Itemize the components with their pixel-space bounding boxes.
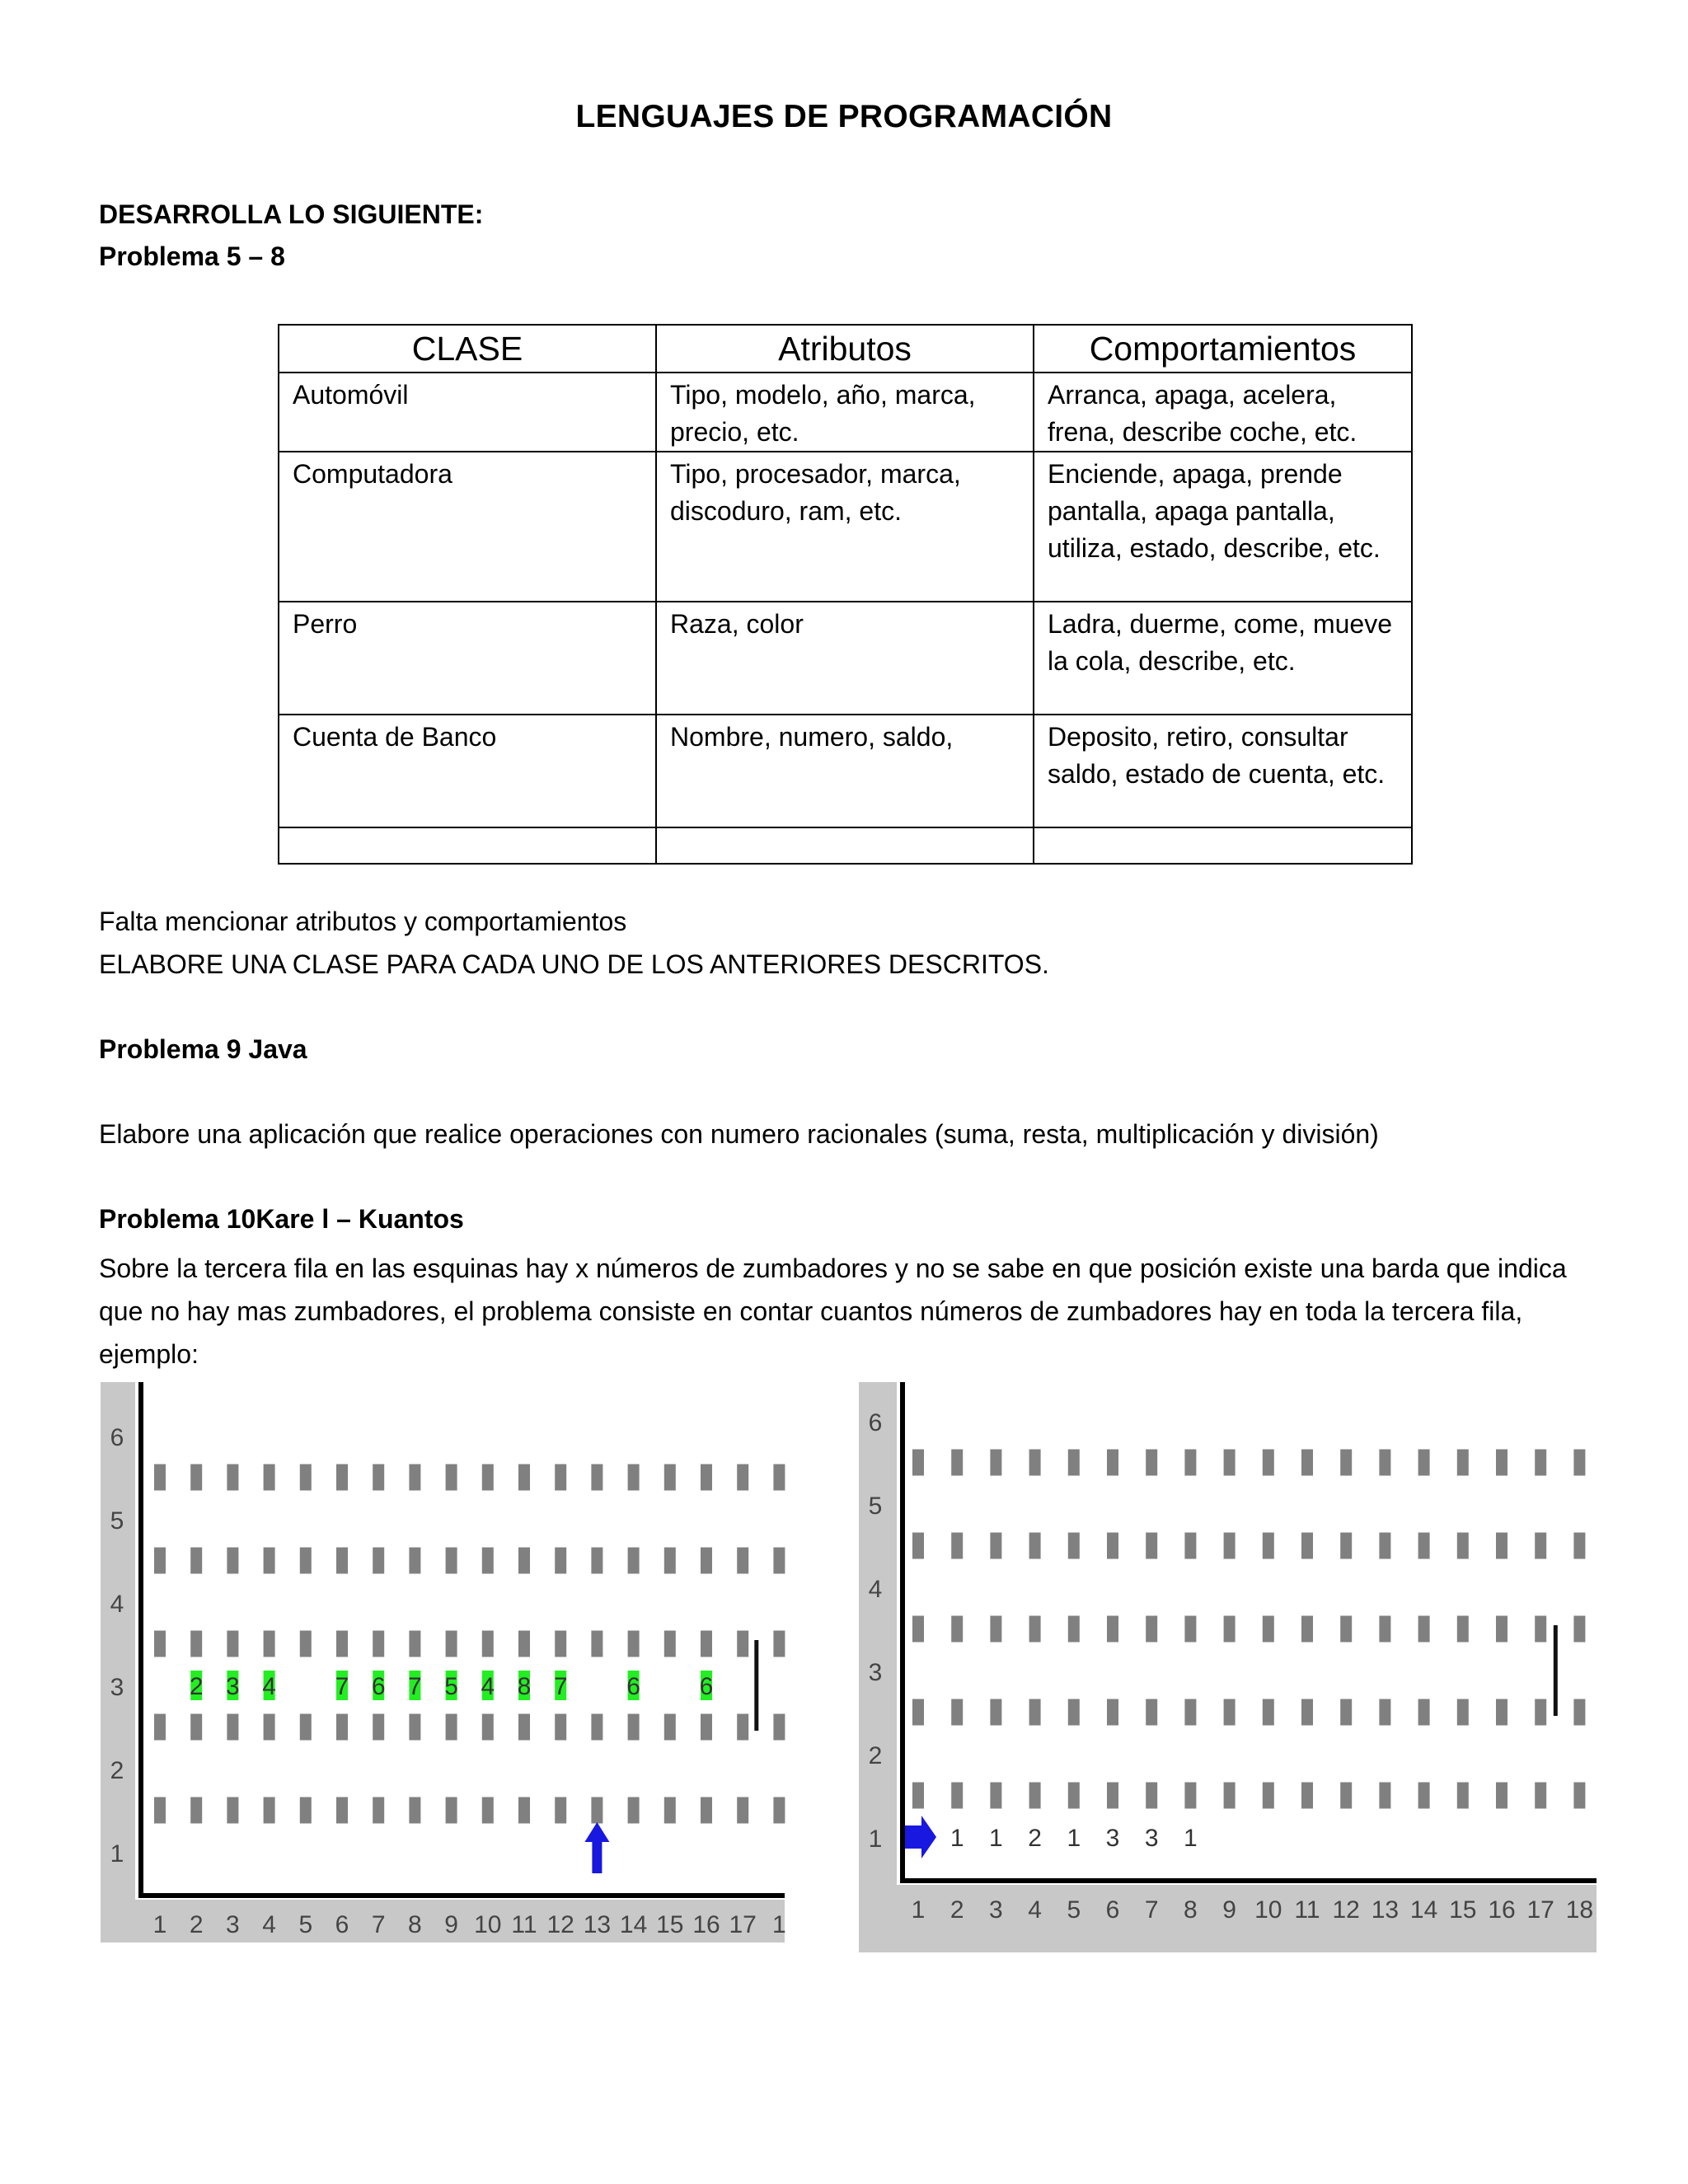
table-row: [279, 827, 1412, 864]
street-segment: [336, 1548, 348, 1574]
beeper-count: 1: [950, 1825, 964, 1852]
y-axis-line: [900, 1382, 905, 1883]
street-segment: [1263, 1533, 1274, 1559]
street-segment: [518, 1465, 530, 1491]
street-segment: [409, 1797, 420, 1824]
karel-world-example-after: [859, 1382, 1597, 1952]
street-segment: [951, 1533, 963, 1559]
wall-barrier: [754, 1640, 758, 1731]
column-header: Comportamientos: [1034, 325, 1412, 373]
section-heading: DESARROLLA LO SIGUIENTE:: [99, 199, 484, 229]
street-segment: [1068, 1699, 1080, 1726]
street-segment: [912, 1616, 924, 1643]
street-segment: [1457, 1450, 1469, 1476]
x-tick-label: 15: [656, 1911, 684, 1938]
beeper-count: 6: [626, 1673, 640, 1700]
street-segment: [1573, 1783, 1585, 1809]
x-tick-label: 6: [335, 1911, 349, 1938]
beeper-count: 4: [262, 1673, 276, 1700]
table-row: [279, 373, 1412, 452]
page-title: LENGUAJES DE PROGRAMACIÓN: [575, 99, 1113, 134]
street-segment: [482, 1797, 494, 1824]
street-segment: [154, 1631, 166, 1657]
y-tick-label: 4: [110, 1591, 124, 1618]
street-segment: [1184, 1450, 1196, 1476]
street-segment: [773, 1797, 785, 1824]
street-segment: [1573, 1533, 1585, 1559]
street-segment: [154, 1548, 166, 1574]
street-segment: [1107, 1783, 1118, 1809]
street-segment: [628, 1714, 640, 1741]
x-tick-label: 2: [189, 1911, 204, 1938]
street-segment: [264, 1465, 275, 1491]
street-segment: [1301, 1533, 1313, 1559]
street-segment: [1184, 1783, 1196, 1809]
street-segment: [1418, 1450, 1430, 1476]
street-segment: [409, 1465, 420, 1491]
street-segment: [518, 1714, 530, 1741]
street-segment: [555, 1714, 566, 1741]
street-segment: [1418, 1783, 1430, 1809]
x-tick-label: 10: [1254, 1896, 1282, 1924]
street-segment: [555, 1465, 566, 1491]
beeper-count: 2: [1028, 1825, 1042, 1852]
street-segment: [912, 1699, 924, 1726]
street-segment: [1068, 1533, 1080, 1559]
street-segment: [518, 1548, 530, 1574]
x-tick-label: 11: [511, 1911, 537, 1938]
x-tick-label: 17: [729, 1911, 757, 1938]
street-segment: [373, 1797, 384, 1824]
street-segment: [1457, 1533, 1469, 1559]
street-segment: [300, 1797, 312, 1824]
street-segment: [264, 1548, 275, 1574]
street-segment: [518, 1797, 530, 1824]
table-cell: Tipo, modelo, año, marca, precio, etc.: [656, 373, 1034, 452]
street-segment: [336, 1631, 348, 1657]
street-segment: [336, 1797, 348, 1824]
beeper-count: 1: [1184, 1825, 1198, 1852]
street-segment: [518, 1631, 530, 1657]
street-segment: [1418, 1616, 1430, 1643]
street-segment: [737, 1548, 748, 1574]
column-header: CLASE: [279, 325, 656, 373]
x-tick-label: 9: [444, 1911, 458, 1938]
street-segment: [1263, 1783, 1274, 1809]
street-segment: [1301, 1616, 1313, 1643]
table-row: [279, 452, 1412, 602]
x-tick-label: 3: [989, 1896, 1003, 1924]
beeper-count: 7: [335, 1673, 349, 1700]
street-segment: [1496, 1450, 1507, 1476]
street-segment: [264, 1631, 275, 1657]
beeper-count: 5: [444, 1673, 458, 1700]
beeper-count: 8: [517, 1673, 532, 1700]
x-tick-label: 13: [583, 1911, 612, 1938]
y-tick-label: 6: [110, 1424, 124, 1451]
beeper-count: 3: [1144, 1825, 1159, 1852]
street-segment: [1263, 1450, 1274, 1476]
x-tick-label: 5: [1067, 1896, 1081, 1924]
street-segment: [373, 1548, 384, 1574]
street-segment: [555, 1548, 566, 1574]
street-segment: [1496, 1533, 1507, 1559]
beeper-count: 3: [226, 1673, 240, 1700]
y-tick-label: 3: [110, 1674, 124, 1701]
table-row: [279, 715, 1412, 827]
class-table: [278, 324, 1413, 865]
street-segment: [591, 1631, 603, 1657]
x-tick-label: 4: [1028, 1896, 1042, 1924]
street-segment: [190, 1714, 202, 1741]
street-segment: [701, 1465, 712, 1491]
street-segment: [300, 1714, 312, 1741]
street-segment: [990, 1616, 1001, 1643]
beeper-count: 7: [408, 1673, 422, 1700]
table-cell: Deposito, retiro, consultar saldo, estado de cuenta, etc.: [1034, 715, 1412, 827]
street-segment: [1379, 1783, 1390, 1809]
street-segment: [409, 1631, 420, 1657]
street-segment: [1263, 1616, 1274, 1643]
y-tick-label: 5: [868, 1493, 883, 1520]
street-segment: [773, 1548, 785, 1574]
street-segment: [990, 1699, 1001, 1726]
street-segment: [912, 1450, 924, 1476]
table-cell: Nombre, numero, saldo,: [656, 715, 1034, 827]
beeper-count: 3: [1105, 1825, 1120, 1852]
street-segment: [482, 1714, 494, 1741]
street-segment: [1068, 1450, 1080, 1476]
street-segment: [664, 1465, 676, 1491]
karel-grid: [859, 1382, 1597, 1952]
street-segment: [336, 1714, 348, 1741]
street-segment: [446, 1631, 457, 1657]
table-cell: Tipo, procesador, marca, discoduro, ram, etc.: [656, 452, 1034, 602]
street-segment: [1573, 1450, 1585, 1476]
street-segment: [227, 1797, 238, 1824]
street-segment: [1029, 1783, 1041, 1809]
street-segment: [482, 1465, 494, 1491]
street-segment: [951, 1616, 963, 1643]
street-segment: [591, 1465, 603, 1491]
street-segment: [1496, 1616, 1507, 1643]
street-segment: [1224, 1699, 1236, 1726]
street-segment: [701, 1797, 712, 1824]
street-segment: [190, 1465, 202, 1491]
street-segment: [591, 1714, 603, 1741]
note-elaborate-class: ELABORE UNA CLASE PARA CADA UNO DE LOS ANTERIORES DESCRITOS.: [99, 949, 1049, 979]
x-tick-label: 8: [1184, 1896, 1198, 1924]
street-segment: [701, 1631, 712, 1657]
street-segment: [1107, 1616, 1118, 1643]
table-cell: [656, 827, 1034, 864]
table-cell: Cuenta de Banco: [279, 715, 656, 827]
beeper-count: 2: [189, 1673, 204, 1700]
street-segment: [1340, 1450, 1352, 1476]
street-segment: [1301, 1783, 1313, 1809]
street-segment: [227, 1631, 238, 1657]
street-segment: [154, 1797, 166, 1824]
street-segment: [628, 1548, 640, 1574]
street-segment: [1224, 1616, 1236, 1643]
street-segment: [1224, 1450, 1236, 1476]
beeper-count: 6: [371, 1673, 386, 1700]
x-tick-label: 14: [619, 1911, 648, 1938]
x-tick-label: 12: [546, 1911, 574, 1938]
street-segment: [1224, 1783, 1236, 1809]
x-tick-label: 13: [1371, 1896, 1400, 1924]
street-segment: [1029, 1533, 1041, 1559]
table-cell: Perro: [279, 602, 656, 715]
street-segment: [154, 1465, 166, 1491]
street-segment: [664, 1548, 676, 1574]
street-segment: [190, 1797, 202, 1824]
street-segment: [1068, 1616, 1080, 1643]
street-segment: [664, 1714, 676, 1741]
x-tick-label: 9: [1222, 1896, 1236, 1924]
street-segment: [773, 1631, 785, 1657]
street-segment: [409, 1548, 420, 1574]
beeper-count: 1: [989, 1825, 1003, 1852]
street-segment: [990, 1783, 1001, 1809]
street-segment: [1068, 1783, 1080, 1809]
street-segment: [154, 1714, 166, 1741]
x-tick-label: 1: [772, 1911, 786, 1938]
beeper-count: 4: [481, 1673, 495, 1700]
problem-10-heading: Problema 10Kare l – Kuantos: [99, 1204, 464, 1234]
street-segment: [1301, 1699, 1313, 1726]
street-segment: [1224, 1533, 1236, 1559]
street-segment: [446, 1797, 457, 1824]
street-segment: [300, 1631, 312, 1657]
table-row: [279, 602, 1412, 715]
street-segment: [1535, 1699, 1546, 1726]
x-tick-label: 2: [950, 1896, 964, 1924]
street-segment: [912, 1783, 924, 1809]
x-tick-label: 16: [692, 1911, 720, 1938]
street-segment: [555, 1631, 566, 1657]
street-segment: [1146, 1783, 1157, 1809]
street-segment: [1496, 1699, 1507, 1726]
street-segment: [1184, 1699, 1196, 1726]
table-cell: Automóvil: [279, 373, 656, 452]
street-segment: [1029, 1616, 1041, 1643]
street-segment: [1379, 1616, 1390, 1643]
table-cell: Enciende, apaga, prende pantalla, apaga pantalla, utiliza, estado, describe, etc.: [1034, 452, 1412, 602]
street-segment: [664, 1797, 676, 1824]
beeper-count: 7: [553, 1673, 568, 1700]
x-tick-label: 3: [226, 1911, 240, 1938]
street-segment: [1379, 1533, 1390, 1559]
street-segment: [1573, 1616, 1585, 1643]
street-segment: [1146, 1699, 1157, 1726]
street-segment: [1418, 1699, 1430, 1726]
street-segment: [773, 1465, 785, 1491]
street-segment: [190, 1631, 202, 1657]
street-segment: [1184, 1533, 1196, 1559]
x-tick-label: 5: [298, 1911, 313, 1938]
x-axis-line: [900, 1878, 1597, 1883]
x-tick-label: 17: [1526, 1896, 1554, 1924]
street-segment: [1496, 1783, 1507, 1809]
note-missing-attributes: Falta mencionar atributos y comportamientos: [99, 907, 627, 936]
street-segment: [737, 1797, 748, 1824]
street-segment: [1107, 1699, 1118, 1726]
y-tick-label: 1: [868, 1825, 883, 1853]
problem-5-8-heading: Problema 5 – 8: [99, 241, 285, 271]
x-tick-label: 1: [911, 1896, 926, 1924]
street-segment: [190, 1548, 202, 1574]
y-tick-label: 4: [868, 1576, 883, 1603]
street-segment: [1535, 1616, 1546, 1643]
x-tick-label: 7: [1144, 1896, 1159, 1924]
x-tick-label: 8: [408, 1911, 422, 1938]
street-segment: [373, 1465, 384, 1491]
karel-world-example-before: [101, 1382, 785, 1943]
y-axis-line: [138, 1382, 143, 1898]
street-segment: [264, 1714, 275, 1741]
y-tick-label: 1: [110, 1840, 124, 1868]
table-header-row: [279, 325, 1412, 373]
street-segment: [1029, 1450, 1041, 1476]
x-tick-label: 12: [1332, 1896, 1360, 1924]
beeper-count: 6: [699, 1673, 714, 1700]
street-segment: [1418, 1533, 1430, 1559]
table-cell: Ladra, duerme, come, mueve la cola, describe, etc.: [1034, 602, 1412, 715]
problem-9-heading: Problema 9 Java: [99, 1034, 307, 1064]
street-segment: [1107, 1450, 1118, 1476]
street-segment: [1340, 1616, 1352, 1643]
y-tick-label: 3: [868, 1659, 883, 1686]
table-cell: Raza, color: [656, 602, 1034, 715]
wall-barrier: [1554, 1625, 1558, 1716]
street-segment: [1379, 1450, 1390, 1476]
street-segment: [300, 1465, 312, 1491]
street-segment: [1457, 1783, 1469, 1809]
street-segment: [1457, 1699, 1469, 1726]
street-segment: [227, 1465, 238, 1491]
street-segment: [628, 1631, 640, 1657]
street-segment: [1263, 1699, 1274, 1726]
problem-9-text: Elabore una aplicación que realice operaciones con numero racionales (suma, resta, multiplicación y división): [99, 1119, 1379, 1149]
street-segment: [446, 1714, 457, 1741]
x-tick-label: 14: [1409, 1896, 1438, 1924]
street-segment: [591, 1548, 603, 1574]
x-tick-label: 6: [1105, 1896, 1120, 1924]
street-segment: [990, 1533, 1001, 1559]
karel-grid: [101, 1382, 785, 1943]
street-segment: [264, 1797, 275, 1824]
street-segment: [737, 1465, 748, 1491]
street-segment: [591, 1797, 603, 1824]
table-cell: [279, 827, 656, 864]
street-segment: [912, 1533, 924, 1559]
street-segment: [227, 1548, 238, 1574]
street-segment: [1535, 1533, 1546, 1559]
street-segment: [373, 1714, 384, 1741]
street-segment: [737, 1631, 748, 1657]
table-cell: Arranca, apaga, acelera, frena, describe coche, etc.: [1034, 373, 1412, 452]
street-segment: [1146, 1450, 1157, 1476]
x-tick-label: 4: [262, 1911, 276, 1938]
street-segment: [446, 1465, 457, 1491]
x-axis-line: [138, 1893, 785, 1898]
street-segment: [951, 1450, 963, 1476]
x-tick-label: 10: [474, 1911, 502, 1938]
street-segment: [1146, 1533, 1157, 1559]
street-segment: [701, 1548, 712, 1574]
street-segment: [1457, 1616, 1469, 1643]
street-segment: [1535, 1450, 1546, 1476]
column-header: Atributos: [656, 325, 1034, 373]
street-segment: [1340, 1783, 1352, 1809]
x-tick-label: 7: [371, 1911, 386, 1938]
street-segment: [664, 1631, 676, 1657]
street-segment: [482, 1548, 494, 1574]
street-segment: [1029, 1699, 1041, 1726]
street-segment: [951, 1699, 963, 1726]
street-segment: [1340, 1533, 1352, 1559]
street-segment: [336, 1465, 348, 1491]
street-segment: [773, 1714, 785, 1741]
street-segment: [1184, 1616, 1196, 1643]
street-segment: [446, 1548, 457, 1574]
street-segment: [482, 1631, 494, 1657]
street-segment: [990, 1450, 1001, 1476]
street-segment: [1535, 1783, 1546, 1809]
x-tick-label: 16: [1488, 1896, 1516, 1924]
y-tick-label: 6: [868, 1409, 883, 1436]
y-tick-label: 2: [110, 1757, 124, 1784]
table-cell: Computadora: [279, 452, 656, 602]
x-tick-label: 1: [152, 1911, 167, 1938]
street-segment: [555, 1797, 566, 1824]
street-segment: [1107, 1533, 1118, 1559]
street-segment: [1301, 1450, 1313, 1476]
street-segment: [1573, 1699, 1585, 1726]
street-segment: [628, 1465, 640, 1491]
street-segment: [1340, 1699, 1352, 1726]
street-segment: [951, 1783, 963, 1809]
street-segment: [628, 1797, 640, 1824]
street-segment: [737, 1714, 748, 1741]
x-tick-label: 15: [1449, 1896, 1477, 1924]
x-tick-label: 18: [1565, 1896, 1594, 1924]
street-segment: [300, 1548, 312, 1574]
street-segment: [1379, 1699, 1390, 1726]
x-tick-label: 11: [1294, 1896, 1320, 1924]
street-segment: [701, 1714, 712, 1741]
y-tick-label: 2: [868, 1742, 883, 1769]
table-cell: [1034, 827, 1412, 864]
beeper-count: 1: [1067, 1825, 1081, 1852]
street-segment: [227, 1714, 238, 1741]
y-tick-label: 5: [110, 1507, 124, 1535]
street-segment: [373, 1631, 384, 1657]
street-segment: [1146, 1616, 1157, 1643]
problem-10-text: Sobre la tercera fila en las esquinas hay x números de zumbadores y no se sabe en que posición existe una barda que indica que no hay mas zumbadores, el problema consiste en contar cuantos números de zumbadores hay en toda la tercera fila, ejemplo:: [99, 1254, 1567, 1369]
street-segment: [409, 1714, 420, 1741]
